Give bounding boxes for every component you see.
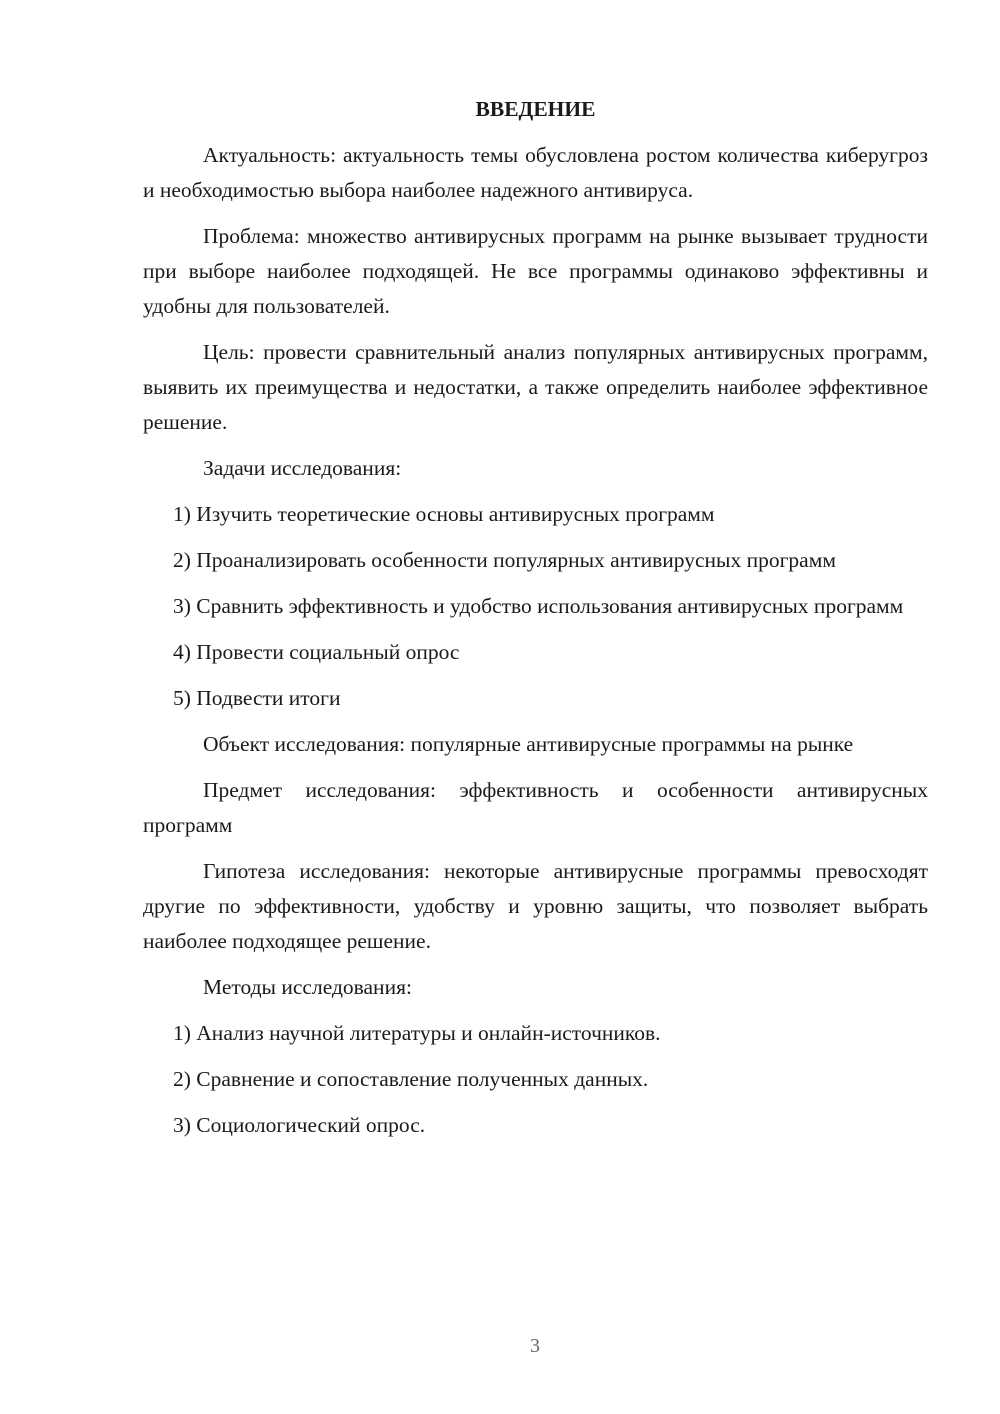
task-item-1: 1) Изучить теоретические основы антивирусных программ [173,502,715,526]
goal-paragraph: Цель: провести сравнительный анализ популярных антивирусных программ, выявить их преимущества и недостатки, а также определить наиболее эффективное решение. [143,340,928,434]
task-item-2: 2) Проанализировать особенности популярных антивирусных программ [173,548,836,572]
section-title: ВВЕДЕНИЕ [475,97,596,121]
hypothesis-paragraph: Гипотеза исследования: некоторые антивирусные программы превосходят другие по эффективности, удобству и уровню защиты, что позволяет выбрать наиболее подходящее решение. [143,859,928,953]
method-item-3: 3) Социологический опрос. [173,1113,426,1137]
task-item-4: 4) Провести социальный опрос [173,640,460,664]
method-item-1: 1) Анализ научной литературы и онлайн-источников. [173,1021,661,1045]
problem-paragraph: Проблема: множество антивирусных программ на рынке вызывает трудности при выборе наиболее подходящей. Не все программы одинаково эффективны и удобны для пользователей. [143,224,928,318]
tasks-heading: Задачи исследования: [203,456,402,480]
document-body [143,92,928,1154]
subject-paragraph: Предмет исследования: эффективность и особенности антивирусных программ [143,778,928,837]
method-item-2: 2) Сравнение и сопоставление полученных данных. [173,1067,649,1091]
page-number: 3 [530,1335,540,1357]
methods-heading: Методы исследования: [203,975,412,999]
task-item-3: 3) Сравнить эффективность и удобство использования антивирусных программ [173,594,904,618]
task-item-5: 5) Подвести итоги [173,686,341,710]
object-paragraph: Объект исследования: популярные антивирусные программы на рынке [203,732,854,756]
relevance-paragraph: Актуальность: актуальность темы обусловлена ростом количества киберугроз и необходимостью выбора наиболее надежного антивируса. [143,143,928,202]
